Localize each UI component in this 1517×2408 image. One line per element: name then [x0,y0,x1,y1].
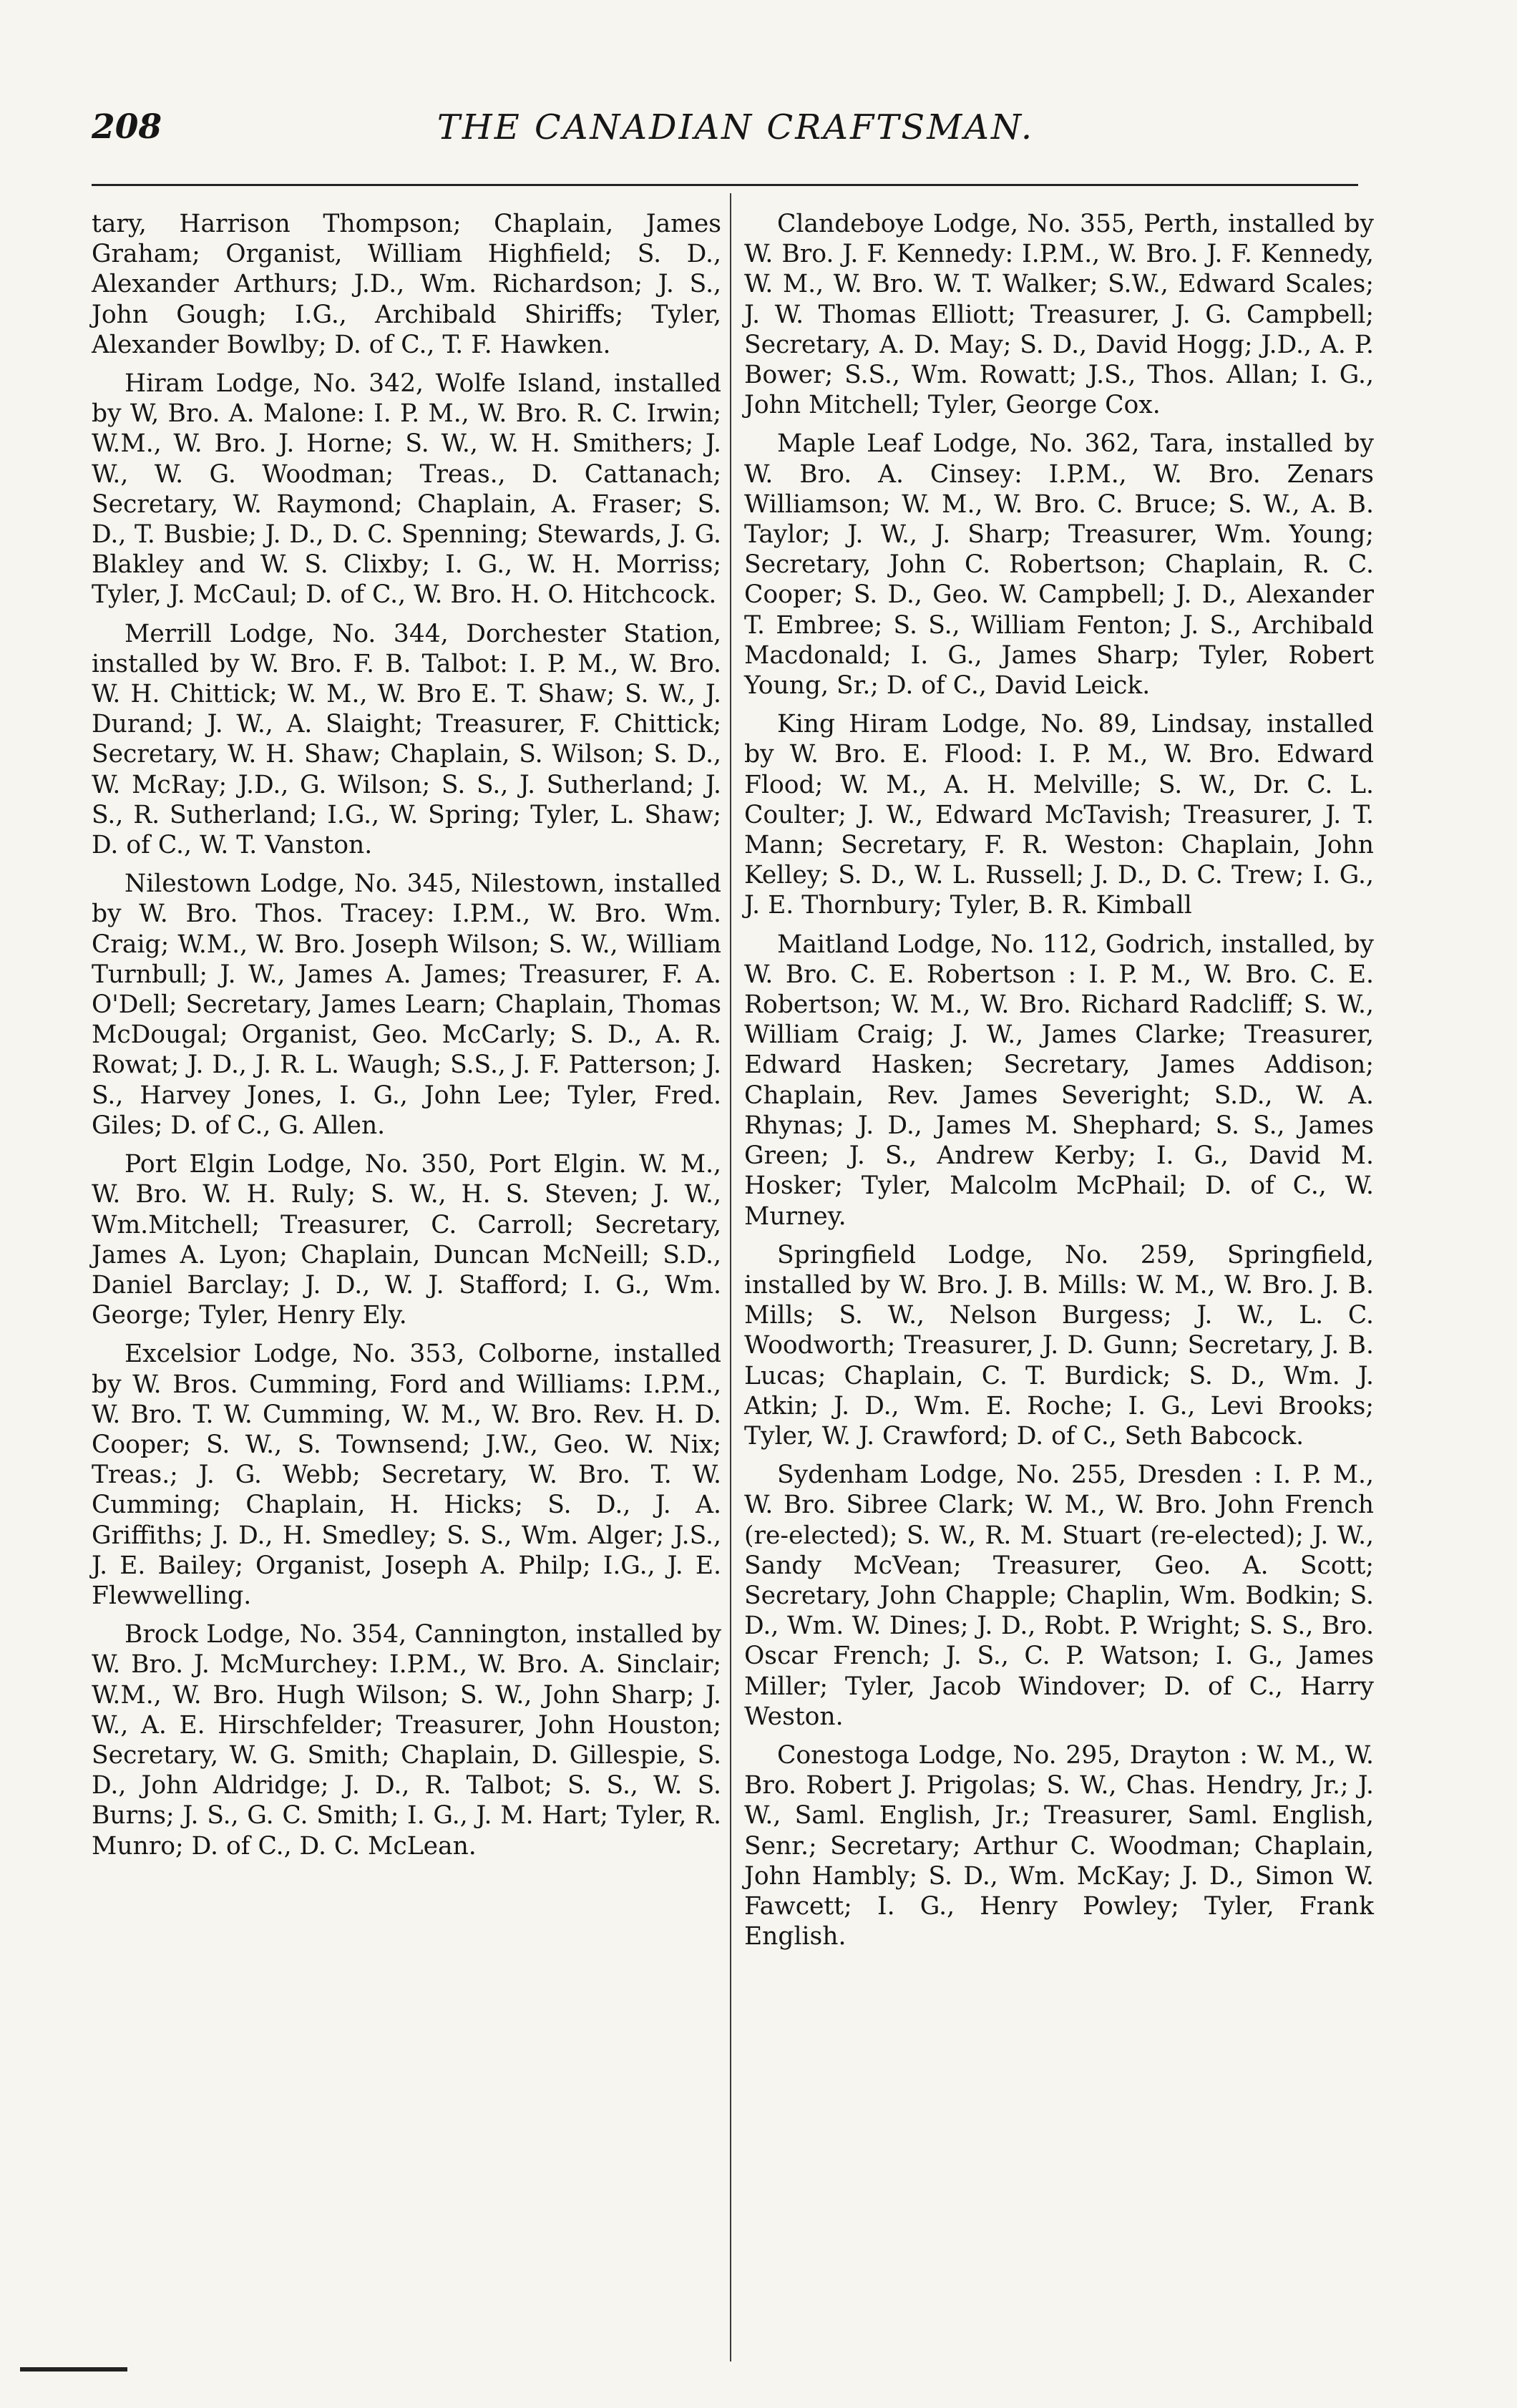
right-column [744,209,1374,1960]
lodge-entry-springfield: Springfield Lodge, No. 259, Springfield, installed by W. Bro. J. B. Mills: W. M., W. Bro. J. B. Mills; S. W., Nelson Burgess; J. W., L. C. Woodworth; Treasurer, J. D. Gunn; Secretary, J. B. Lucas; Chaplain, C. T. Burdick; S. D., Wm. J. Atkin; J. D., Wm. E. Roche; I. G., Levi Brooks; Tyler, W. J. Crawford; D. of C., Seth Babcock. [744,1240,1374,1451]
lodge-entry-maitland: Maitland Lodge, No. 112, Godrich, installed, by W. Bro. C. E. Robertson : I. P. M., W. Bro. C. E. Robertson; W. M., W. Bro. Richard Radcliff; S. W., William Craig; J. W., James Clarke; Treasurer, Edward Hasken; Secretary, James Addison; Chaplain, Rev. James Severight; S.D., W. A. Rhynas; J. D., James M. Shephard; S. S., James Green; J. S., Andrew Kerby; I. G., David M. Hosker; Tyler, Malcolm McPhail; D. of C., W. Murney. [744,930,1374,1231]
column-divider [730,193,731,2361]
lodge-entry-nilestown: Nilestown Lodge, No. 345, Nilestown, installed by W. Bro. Thos. Tracey: I.P.M., W. Bro. Wm. Craig; W.M., W. Bro. Joseph Wilson; S. W., William Turnbull; J. W., James A. James; Treasurer, F. A. O'Dell; Secretary, James Learn; Chaplain, Thomas McDougal; Organist, Geo. McCarly; S. D., A. R. Rowat; J. D., J. R. L. Waugh; S.S., J. F. Patterson; J. S., Harvey Jones, I. G., John Lee; Tyler, Fred. Giles; D. of C., G. Allen. [92,869,721,1140]
page-header [92,107,1380,172]
lodge-entry-brock: Brock Lodge, No. 354, Cannington, installed by W. Bro. J. McMurchey: I.P.M., W. Bro. A. Sinclair; W.M., W. Bro. Hugh Wilson; S. W., John Sharp; J. W., A. E. Hirschfelder; Treasurer, John Houston; Secretary, W. G. Smith; Chaplain, D. Gillespie, S. D., John Aldridge; J. D., R. Talbot; S. S., W. S. Burns; J. S., G. C. Smith; I. G., J. M. Hart; Tyler, R. Munro; D. of C., D. C. McLean. [92,1620,721,1861]
lodge-entry-merrill: Merrill Lodge, No. 344, Dorchester Station, installed by W. Bro. F. B. Talbot: I. P. M., W. Bro. W. H. Chittick; W. M., W. Bro E. T. Shaw; S. W., J. Durand; J. W., A. Slaight; Treasurer, F. Chittick; Secretary, W. H. Shaw; Chaplain, S. Wilson; S. D., W. McRay; J.D., G. Wilson; S. S., J. Sutherland; J. S., R. Sutherland; I.G., W. Spring; Tyler, L. Shaw; D. of C., W. T. Vanston. [92,619,721,860]
left-column [92,209,721,1870]
running-title: THE CANADIAN CRAFTSMAN. [436,107,1035,147]
lodge-entry-port-elgin: Port Elgin Lodge, No. 350, Port Elgin. W. M., W. Bro. W. H. Ruly; S. W., H. S. Steven; J. W., Wm.Mitchell; Treasurer, C. Carroll; Secretary, James A. Lyon; Chaplain, Duncan McNeill; S.D., Daniel Barclay; J. D., W. J. Stafford; I. G., Wm. George; Tyler, Henry Ely. [92,1150,721,1330]
lodge-entry-hiram: Hiram Lodge, No. 342, Wolfe Island, installed by W, Bro. A. Malone: I. P. M., W. Bro. R. C. Irwin; W.M., W. Bro. J. Horne; S. W., W. H. Smithers; J. W., W. G. Woodman; Treas., D. Cattanach; Secretary, W. Raymond; Chaplain, A. Fraser; S. D., T. Busbie; J. D., D. C. Spenning; Stewards, J. G. Blakley and W. S. Clixby; I. G., W. H. Morriss; Tyler, J. McCaul; D. of C., W. Bro. H. O. Hitchcock. [92,369,721,610]
footer-rule [20,2367,127,2372]
lodge-entry-conestoga: Conestoga Lodge, No. 295, Drayton : W. M., W. Bro. Robert J. Prigolas; S. W., Chas. Hendry, Jr.; J. W., Saml. English, Jr.; Treasurer, Saml. English, Senr.; Secretary; Arthur C. Woodman; Chaplain, John Hambly; S. D., Wm. McKay; J. D., Simon W. Fawcett; I. G., Henry Powley; Tyler, Frank English. [744,1740,1374,1951]
lodge-entry-excelsior: Excelsior Lodge, No. 353, Colborne, installed by W. Bros. Cumming, Ford and Williams: I.P.M., W. Bro. T. W. Cumming, W. M., W. Bro. Rev. H. D. Cooper; S. W., S. Townsend; J.W., Geo. W. Nix; Treas.; J. G. Webb; Secretary, W. Bro. T. W. Cumming; Chaplain, H. Hicks; S. D., J. A. Griffiths; J. D., H. Smedley; S. S., Wm. Alger; J.S., J. E. Bailey; Organist, Joseph A. Philp; I.G., J. E. Flewwelling. [92,1340,721,1610]
lodge-entry-maple-leaf: Maple Leaf Lodge, No. 362, Tara, installed by W. Bro. A. Cinsey: I.P.M., W. Bro. Zenars Williamson; W. M., W. Bro. C. Bruce; S. W., A. B. Taylor; J. W., J. Sharp; Treasurer, Wm. Young; Secretary, John C. Robertson; Chaplain, R. C. Cooper; S. D., Geo. W. Campbell; J. D., Alexander T. Embree; S. S., William Fenton; J. S., Archibald Macdonald; I. G., James Sharp; Tyler, Robert Young, Sr.; D. of C., David Leick. [744,429,1374,701]
header-rule [92,184,1358,186]
lodge-entry-continued: tary, Harrison Thompson; Chaplain, James Graham; Organist, William Highfield; S. D., Alexander Arthurs; J.D., Wm. Richardson; J. S., John Gough; I.G., Archibald Shiriffs; Tyler, Alexander Bowlby; D. of C., T. F. Hawken. [92,210,721,359]
page-number: 208 [92,107,162,147]
lodge-entry-sydenham: Sydenham Lodge, No. 255, Dresden : I. P. M., W. Bro. Sibree Clark; W. M., W. Bro. John French (re-elected); S. W., R. M. Stuart (re-elected); J. W., Sandy McVean; Treasurer, Geo. A. Scott; Secretary, John Chapple; Chaplin, Wm. Bodkin; S. D., Wm. W. Dines; J. D., Robt. P. Wright; S. S., Bro. Oscar French; J. S., C. P. Watson; I. G., James Miller; Tyler, Jacob Windover; D. of C., Harry Weston. [744,1461,1374,1731]
lodge-entry-king-hiram: King Hiram Lodge, No. 89, Lindsay, installed by W. Bro. E. Flood: I. P. M., W. Bro. Edward Flood; W. M., A. H. Melville; S. W., Dr. C. L. Coulter; J. W., Edward McTavish; Treasurer, J. T. Mann; Secretary, F. R. Weston: Chaplain, John Kelley; S. D., W. L. Russell; J. D., D. C. Trew; I. G., J. E. Thornbury; Tyler, B. R. Kimball [744,710,1374,920]
lodge-entry-clandeboye: Clandeboye Lodge, No. 355, Perth, installed by W. Bro. J. F. Kennedy: I.P.M., W. Bro. J. F. Kennedy, W. M., W. Bro. W. T. Walker; S.W., Edward Scales; J. W. Thomas Elliott; Treasurer, J. G. Campbell; Secretary, A. D. May; S. D., David Hogg; J.D., A. P. Bower; S.S., Wm. Rowatt; J.S., Thos. Allan; I. G., John Mitchell; Tyler, George Cox. [744,210,1374,420]
